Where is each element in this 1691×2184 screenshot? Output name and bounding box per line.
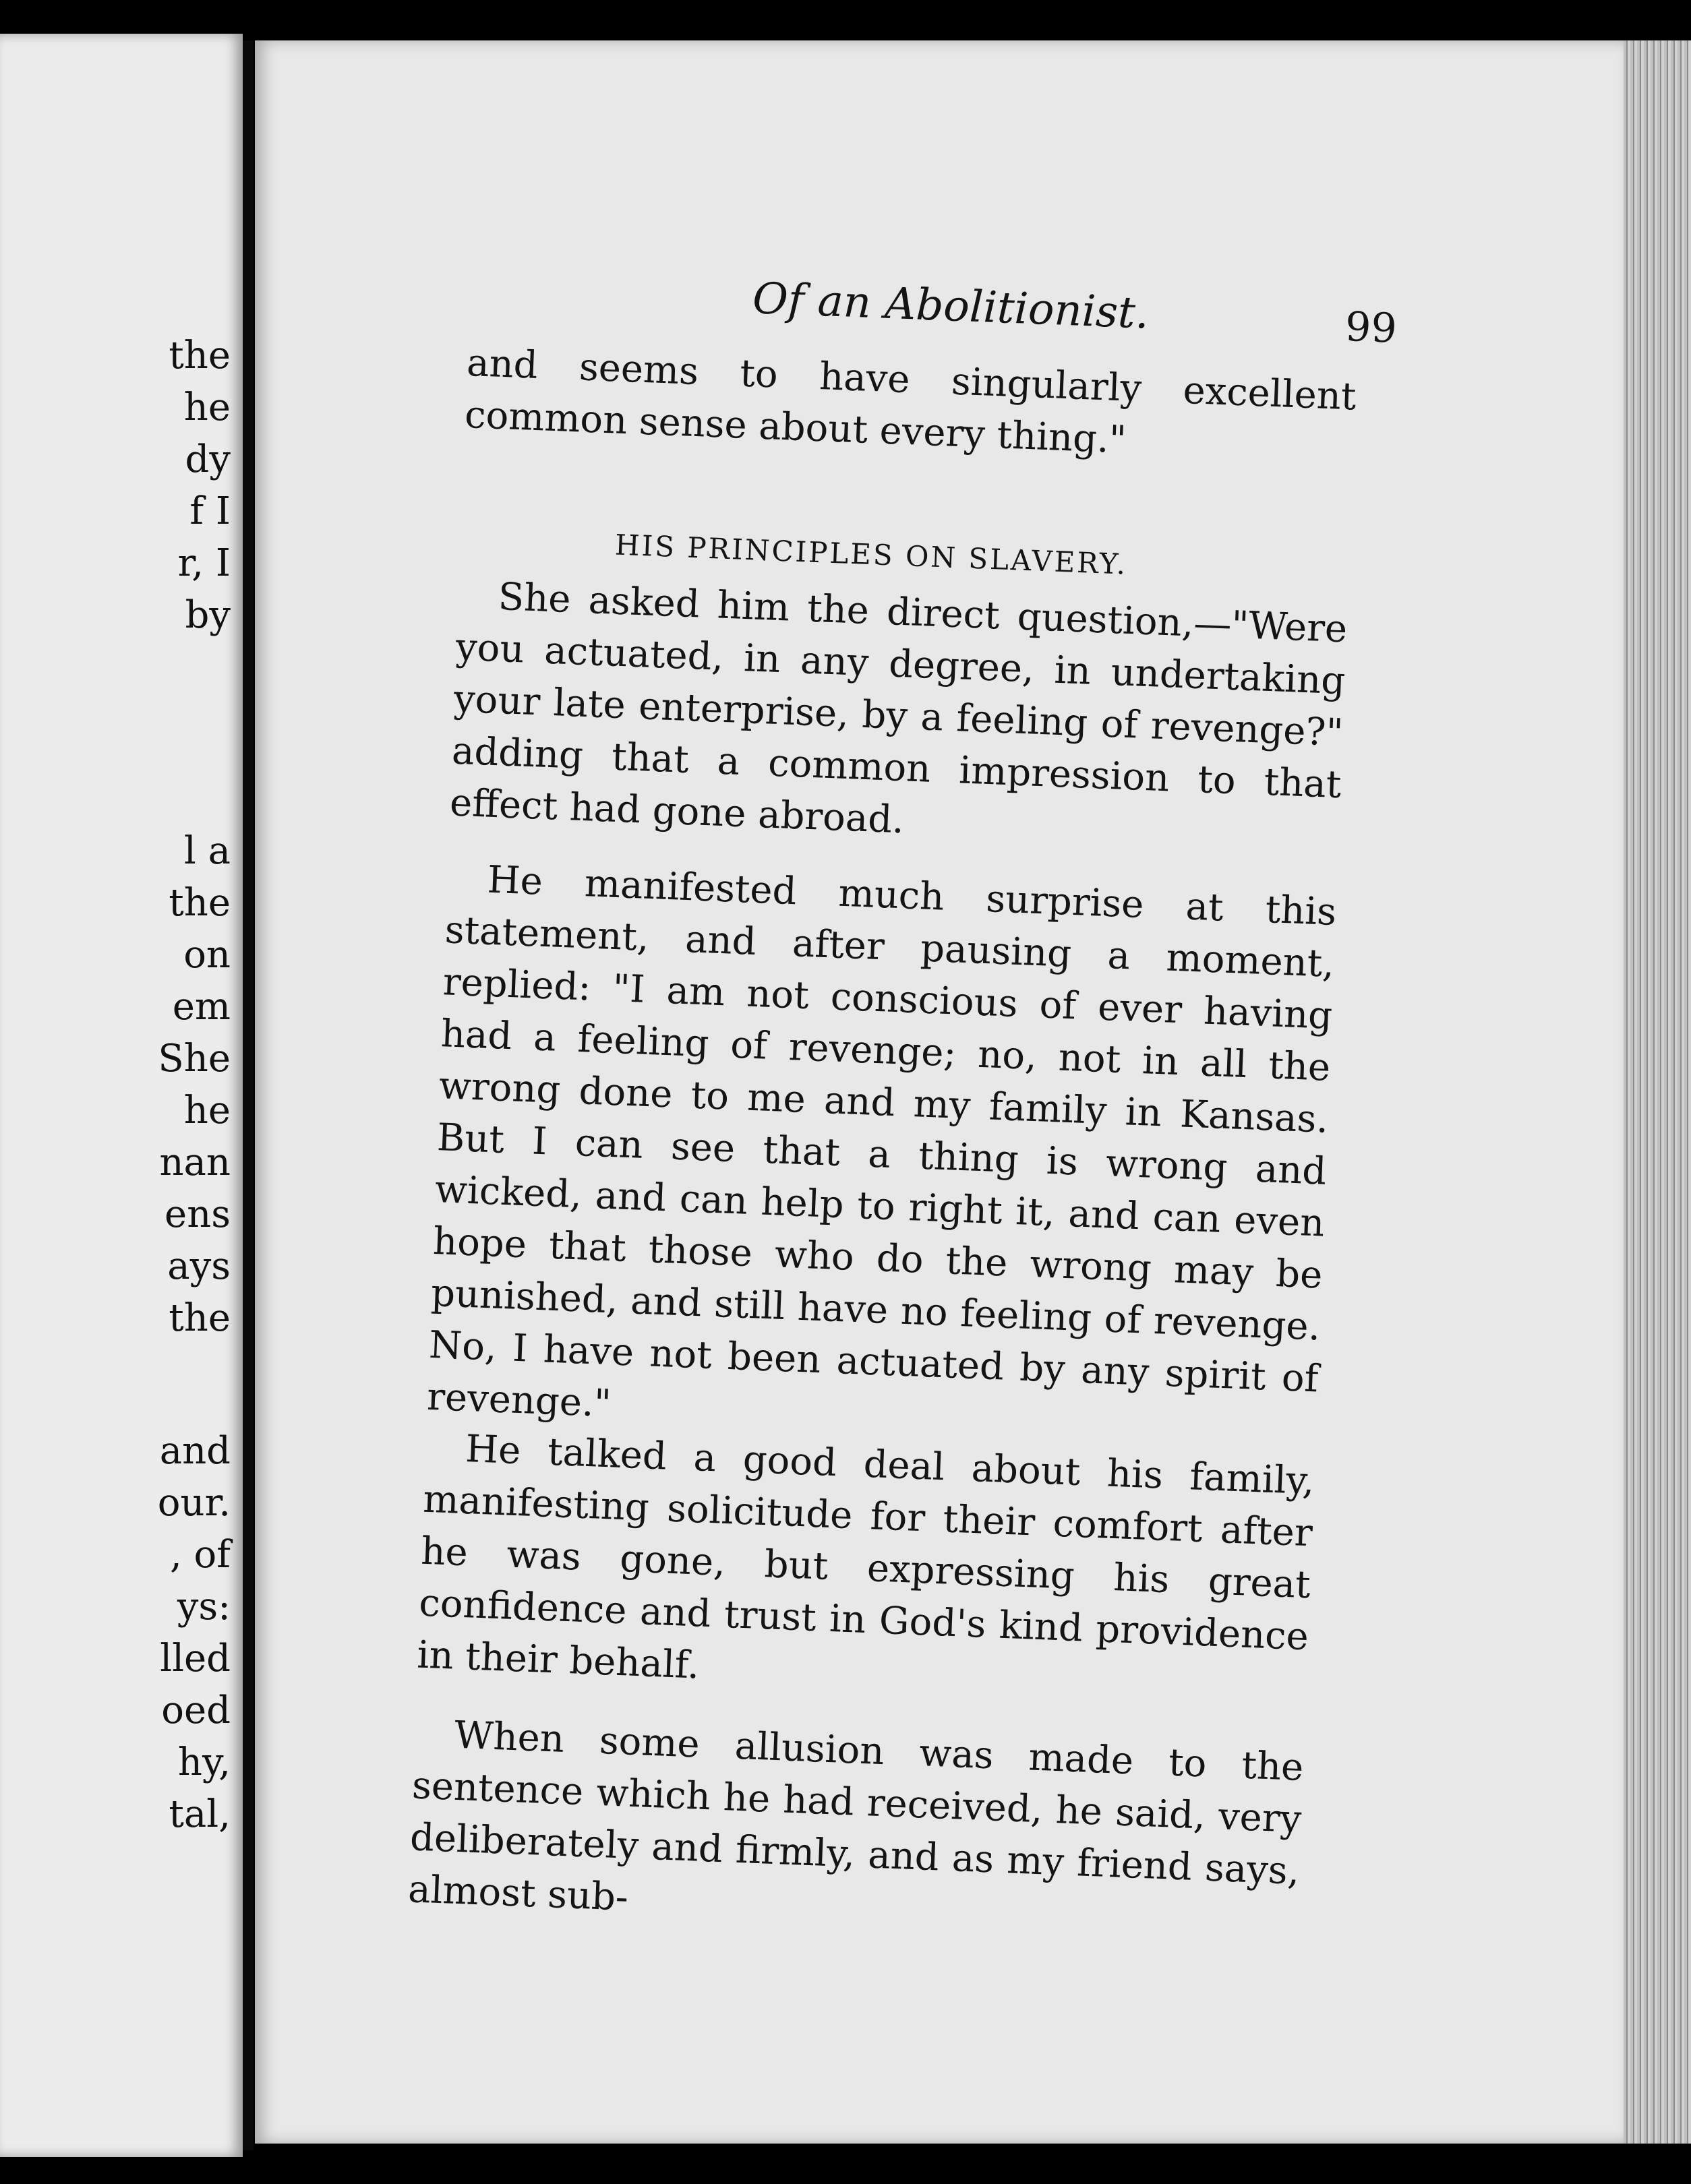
left-page-fragment: f I: [189, 489, 231, 533]
left-page-fragment: lled: [160, 1637, 231, 1680]
left-page-fragment: oed: [161, 1689, 231, 1732]
page-edges: [1624, 40, 1691, 2144]
paragraph: When some allusion was made to the sentence which he had received, he said, very deliberately and firmly, and as my friend says, almost sub-: [407, 1713, 1305, 1920]
left-page-fragment: r, I: [177, 541, 231, 585]
left-page-fragment: he: [183, 1089, 231, 1132]
left-page-fragment: em: [172, 985, 231, 1029]
left-page: [0, 34, 243, 2157]
left-page-fragment: dy: [185, 437, 231, 481]
left-page-fragment: ens: [165, 1192, 231, 1236]
left-page-fragment: l a: [183, 829, 231, 873]
left-page-fragment: the: [169, 881, 231, 925]
paragraph: He manifested much surprise at this statement, and after pausing a moment, replied: "I am not conscious of ever having had a feeling of revenge; no, not in all the wrong done to me and my family in Kansas. But I can see that a thing is wrong and wicked, and can help to right it, and can even hope that those who do the wrong may be punished, and still have no feeling of revenge. No, I have not been actuated by any spirit of revenge.": [426, 857, 1338, 1426]
paragraph: She asked him the direct question,—"Were you actuated, in any degree, in undertaking your late enterprise, by a feeling of revenge?" adding that a common impression to that effect had gone abroad.: [448, 574, 1348, 843]
page-number: 99: [1344, 303, 1398, 353]
left-page-fragment: the: [169, 334, 231, 377]
left-page-fragment: the: [169, 1296, 231, 1340]
left-page-fragment: our.: [157, 1481, 231, 1525]
left-page-fragment: , of: [169, 1533, 231, 1577]
page-text-block: [400, 263, 1624, 2126]
left-page-fragment: and: [159, 1429, 231, 1473]
left-page-fragment: ys:: [177, 1585, 231, 1629]
left-page-fragment: hy,: [177, 1740, 231, 1784]
left-page-fragment: on: [183, 933, 231, 977]
left-page-fragment: ays: [167, 1244, 231, 1288]
book-gutter: [243, 40, 254, 2150]
section-heading: HIS PRINCIPLES ON SLAVERY.: [614, 528, 1129, 581]
left-page-fragment: nan: [159, 1141, 231, 1184]
right-page: [255, 40, 1624, 2144]
paragraph: He talked a good deal about his family, manifesting solicitude for their comfort after he was gone, but expressing his great confidence and trust in God's kind providence in their behalf.: [416, 1427, 1315, 1688]
continued-text: and seems to have singularly excellent common sense about every thing.": [464, 340, 1357, 462]
left-page-fragment: he: [183, 386, 231, 429]
running-head: Of an Abolitionist.: [751, 274, 1150, 339]
left-page-fragment: by: [185, 593, 231, 637]
left-page-fragment: She: [158, 1037, 231, 1081]
left-page-fragment: tal,: [169, 1792, 231, 1836]
